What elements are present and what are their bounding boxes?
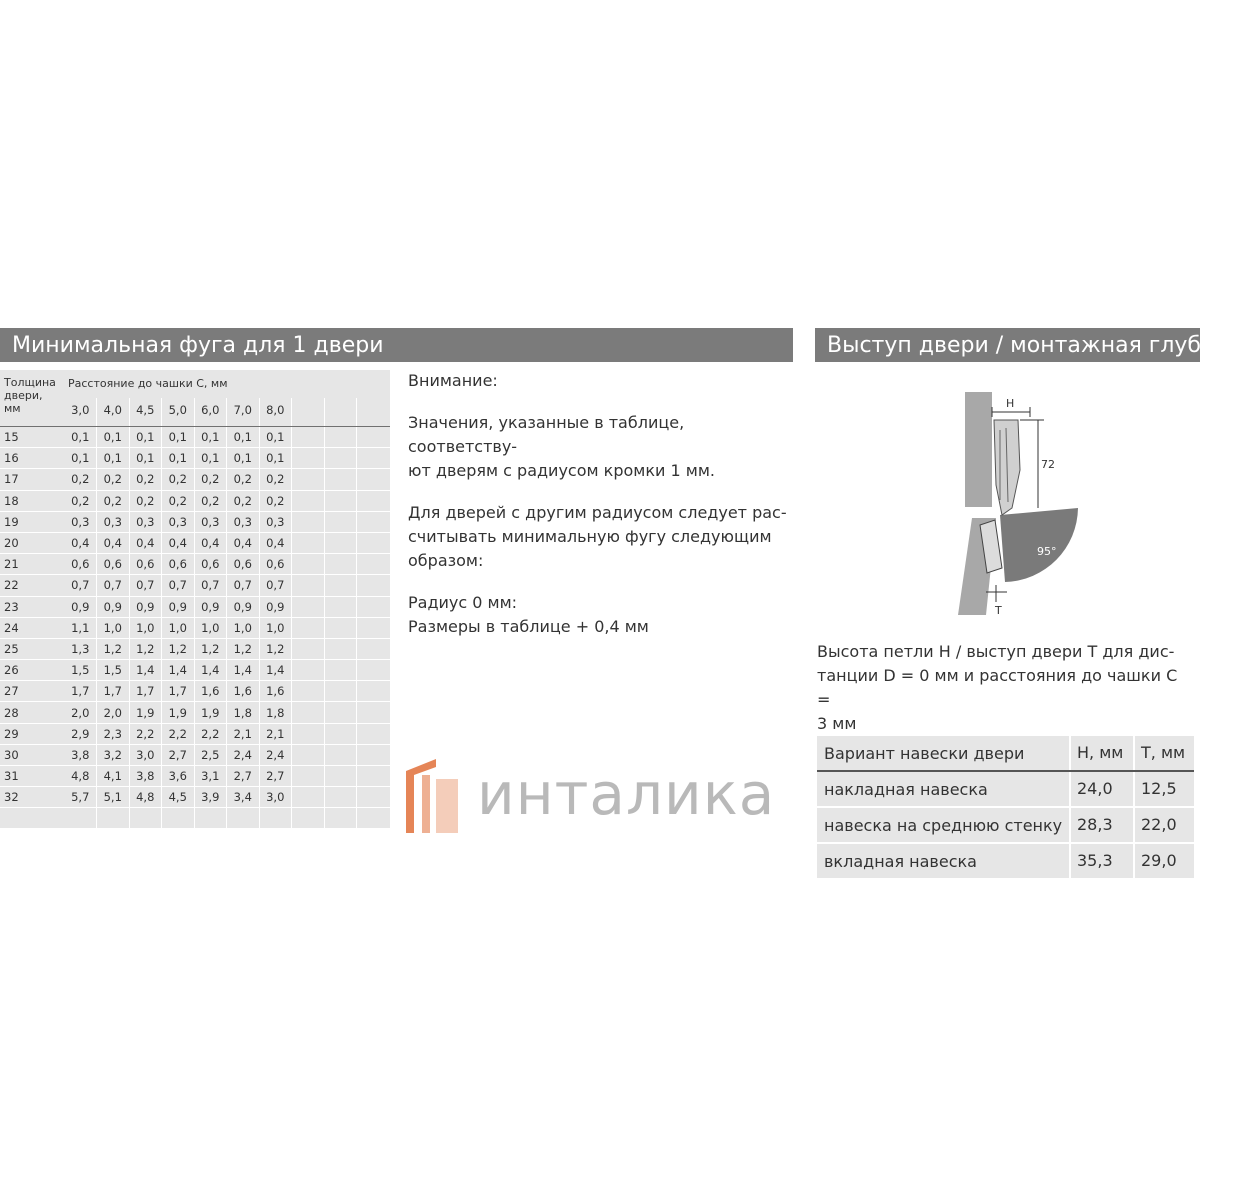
- table-row: вкладная навеска 35,3 29,0: [817, 844, 1194, 880]
- gap-value-cell: 1,8: [233, 705, 252, 720]
- gap-value-cell: 1,6: [266, 684, 285, 699]
- gap-value-cell: 1,7: [71, 684, 90, 699]
- table-row: [0, 448, 390, 469]
- gap-value-cell: 5,1: [103, 790, 122, 805]
- gap-value-cell: 1,2: [233, 641, 252, 656]
- table-row: [0, 427, 390, 448]
- door-thickness-cell: 26: [4, 663, 19, 678]
- gap-value-cell: 2,0: [103, 705, 122, 720]
- gap-value-cell: 0,1: [233, 451, 252, 466]
- thickness-header: Толщина двери, мм: [4, 376, 56, 415]
- gap-value-cell: 0,1: [136, 451, 155, 466]
- gap-value-cell: 0,3: [103, 514, 122, 529]
- gap-value-cell: 1,3: [71, 641, 90, 656]
- note-other-radius: Для дверей с другим радиусом следует рас- считывать минимальную фугу следующим образом:: [408, 503, 787, 570]
- table-row: [0, 787, 390, 808]
- gap-value-cell: 4,5: [168, 790, 187, 805]
- table-row: [0, 745, 390, 766]
- distance-column-header: 3,0: [71, 403, 90, 417]
- table-row: [0, 681, 390, 702]
- gap-value-cell: 0,2: [201, 472, 220, 487]
- gap-value-cell: 2,5: [201, 747, 220, 762]
- gap-value-cell: 1,4: [201, 663, 220, 678]
- gap-value-cell: 0,2: [103, 493, 122, 508]
- gap-value-cell: 2,2: [201, 726, 220, 741]
- intalika-logo: [402, 757, 812, 835]
- gap-value-cell: 0,3: [136, 514, 155, 529]
- gap-value-cell: 1,2: [266, 641, 285, 656]
- gap-value-cell: 3,0: [266, 790, 285, 805]
- gap-value-cell: 1,4: [168, 663, 187, 678]
- gap-value-cell: 0,4: [233, 536, 252, 551]
- gap-value-cell: 1,2: [103, 641, 122, 656]
- table-row: [0, 618, 390, 639]
- table-header: [0, 370, 390, 427]
- gap-value-cell: 3,9: [201, 790, 220, 805]
- gap-value-cell: 0,2: [168, 472, 187, 487]
- gap-value-cell: 0,9: [266, 599, 285, 614]
- hinge-diagram: [950, 390, 1100, 620]
- gap-value-cell: 2,1: [266, 726, 285, 741]
- gap-value-cell: 0,1: [266, 451, 285, 466]
- gap-value-cell: 0,7: [266, 578, 285, 593]
- door-thickness-cell: 27: [4, 684, 19, 699]
- door-thickness-cell: 18: [4, 493, 19, 508]
- gap-value-cell: 0,2: [71, 472, 90, 487]
- distance-column-header: 8,0: [266, 403, 285, 417]
- gap-value-cell: 1,0: [168, 620, 187, 635]
- door-thickness-cell: 32: [4, 790, 19, 805]
- gap-value-cell: 0,7: [168, 578, 187, 593]
- gap-value-cell: 1,5: [71, 663, 90, 678]
- gap-value-cell: 0,9: [233, 599, 252, 614]
- gap-value-cell: 0,9: [201, 599, 220, 614]
- gap-value-cell: 1,4: [266, 663, 285, 678]
- gap-value-cell: 1,8: [266, 705, 285, 720]
- gap-value-cell: 0,7: [201, 578, 220, 593]
- table-row: [0, 808, 390, 829]
- door-thickness-cell: 23: [4, 599, 19, 614]
- table-row: навеска на среднюю стенку 28,3 22,0: [817, 808, 1194, 844]
- logo-mark-icon: [402, 757, 464, 835]
- table-row: [0, 533, 390, 554]
- gap-value-cell: 0,1: [201, 430, 220, 445]
- gap-value-cell: 0,6: [103, 557, 122, 572]
- gap-value-cell: 1,7: [103, 684, 122, 699]
- gap-value-cell: 0,1: [266, 430, 285, 445]
- gap-value-cell: 0,2: [103, 472, 122, 487]
- gap-value-cell: 0,7: [103, 578, 122, 593]
- gap-value-cell: 0,1: [233, 430, 252, 445]
- gap-value-cell: 1,6: [201, 684, 220, 699]
- attention-label: Внимание:: [408, 371, 498, 390]
- distance-column-header: 4,0: [103, 403, 122, 417]
- gap-value-cell: 2,9: [71, 726, 90, 741]
- gap-value-cell: 0,1: [71, 430, 90, 445]
- table-row: [0, 575, 390, 596]
- mounting-variant-table: [817, 736, 1194, 880]
- gap-value-cell: 5,7: [71, 790, 90, 805]
- gap-value-cell: 1,1: [71, 620, 90, 635]
- door-thickness-cell: 19: [4, 514, 19, 529]
- table-row: накладная навеска 24,0 12,5: [817, 772, 1194, 808]
- logo-text: инталика: [477, 760, 776, 828]
- gap-value-cell: 1,9: [201, 705, 220, 720]
- door-thickness-cell: 28: [4, 705, 19, 720]
- gap-value-cell: 3,8: [71, 747, 90, 762]
- gap-value-cell: 0,6: [201, 557, 220, 572]
- notes-block: [408, 369, 793, 657]
- door-thickness-cell: 16: [4, 451, 19, 466]
- door-thickness-cell: 15: [4, 430, 19, 445]
- gap-value-cell: 0,2: [266, 472, 285, 487]
- gap-value-cell: 0,7: [233, 578, 252, 593]
- gap-value-cell: 1,2: [201, 641, 220, 656]
- gap-value-cell: 3,6: [168, 769, 187, 784]
- gap-value-cell: 3,0: [136, 747, 155, 762]
- h-label: H: [1006, 397, 1015, 410]
- gap-value-cell: 1,5: [103, 663, 122, 678]
- gap-value-cell: 0,3: [168, 514, 187, 529]
- angle-label: 95°: [1037, 545, 1057, 558]
- gap-value-cell: 2,4: [266, 747, 285, 762]
- gap-value-cell: 0,1: [168, 430, 187, 445]
- diagram-caption: Высота петли H / выступ двери T для дис- танции D = 0 мм и расстояния до чашки C = 3 мм: [817, 642, 1178, 733]
- gap-value-cell: 1,0: [136, 620, 155, 635]
- gap-value-cell: 0,9: [103, 599, 122, 614]
- gap-value-cell: 1,6: [233, 684, 252, 699]
- distance-column-header: 4,5: [136, 403, 155, 417]
- gap-value-cell: 0,4: [266, 536, 285, 551]
- table-row: [0, 491, 390, 512]
- gap-value-cell: 2,1: [233, 726, 252, 741]
- gap-value-cell: 0,3: [71, 514, 90, 529]
- gap-value-cell: 1,0: [201, 620, 220, 635]
- gap-value-cell: 0,3: [266, 514, 285, 529]
- note-radius-0: Радиус 0 мм: Размеры в таблице + 0,4 мм: [408, 593, 649, 636]
- min-gap-table: [0, 370, 390, 828]
- gap-value-cell: 2,7: [233, 769, 252, 784]
- gap-value-cell: 2,2: [168, 726, 187, 741]
- gap-value-cell: 0,1: [103, 451, 122, 466]
- table-row: [0, 512, 390, 533]
- table-header-row: Вариант навески двери H, мм T, мм: [817, 736, 1194, 772]
- door-thickness-cell: 29: [4, 726, 19, 741]
- table-row: [0, 702, 390, 723]
- gap-value-cell: 0,6: [266, 557, 285, 572]
- table-row: [0, 469, 390, 490]
- distance-columns: [64, 403, 292, 417]
- gap-value-cell: 2,4: [233, 747, 252, 762]
- gap-value-cell: 4,1: [103, 769, 122, 784]
- section-title-door-overlay: Выступ двери / монтажная глубина: [815, 328, 1200, 362]
- gap-value-cell: 2,2: [136, 726, 155, 741]
- gap-value-cell: 4,8: [71, 769, 90, 784]
- gap-value-cell: 1,9: [168, 705, 187, 720]
- table-row: [0, 554, 390, 575]
- gap-value-cell: 3,1: [201, 769, 220, 784]
- gap-value-cell: 1,4: [136, 663, 155, 678]
- table-row: [0, 597, 390, 618]
- gap-value-cell: 0,2: [136, 493, 155, 508]
- gap-value-cell: 0,4: [136, 536, 155, 551]
- door-thickness-cell: 22: [4, 578, 19, 593]
- gap-value-cell: 0,6: [233, 557, 252, 572]
- gap-value-cell: 0,2: [266, 493, 285, 508]
- gap-value-cell: 0,6: [71, 557, 90, 572]
- door-thickness-cell: 17: [4, 472, 19, 487]
- gap-value-cell: 0,6: [168, 557, 187, 572]
- gap-value-cell: 0,2: [233, 493, 252, 508]
- gap-value-cell: 0,7: [136, 578, 155, 593]
- gap-value-cell: 4,8: [136, 790, 155, 805]
- gap-value-cell: 0,2: [233, 472, 252, 487]
- gap-value-cell: 1,7: [168, 684, 187, 699]
- distance-column-header: 5,0: [168, 403, 187, 417]
- gap-value-cell: 1,4: [233, 663, 252, 678]
- gap-value-cell: 0,1: [168, 451, 187, 466]
- gap-value-cell: 0,2: [71, 493, 90, 508]
- note-radius-1mm: Значения, указанные в таблице, соответству- ют дверям с радиусом кромки 1 мм.: [408, 413, 715, 480]
- gap-value-cell: 2,7: [168, 747, 187, 762]
- gap-value-cell: 2,0: [71, 705, 90, 720]
- gap-value-cell: 1,0: [233, 620, 252, 635]
- gap-value-cell: 0,2: [201, 493, 220, 508]
- gap-value-cell: 0,7: [71, 578, 90, 593]
- gap-value-cell: 2,7: [266, 769, 285, 784]
- gap-value-cell: 0,2: [168, 493, 187, 508]
- gap-value-cell: 1,0: [103, 620, 122, 635]
- distance-column-header: 6,0: [201, 403, 220, 417]
- gap-value-cell: 0,3: [201, 514, 220, 529]
- gap-value-cell: 0,1: [71, 451, 90, 466]
- dim-72-label: 72: [1041, 458, 1055, 471]
- distance-column-header: 7,0: [233, 403, 252, 417]
- table-row: [0, 660, 390, 681]
- door-thickness-cell: 30: [4, 747, 19, 762]
- gap-value-cell: 3,8: [136, 769, 155, 784]
- gap-value-cell: 0,1: [103, 430, 122, 445]
- gap-value-cell: 0,3: [233, 514, 252, 529]
- gap-value-cell: 1,2: [168, 641, 187, 656]
- distance-header: Расстояние до чашки С, мм: [68, 377, 228, 390]
- door-thickness-cell: 21: [4, 557, 19, 572]
- gap-value-cell: 0,4: [201, 536, 220, 551]
- door-thickness-cell: 31: [4, 769, 19, 784]
- gap-value-cell: 0,4: [71, 536, 90, 551]
- table-row: [0, 639, 390, 660]
- table-row: [0, 724, 390, 745]
- gap-value-cell: 0,9: [136, 599, 155, 614]
- gap-value-cell: 0,2: [136, 472, 155, 487]
- table-body: [0, 427, 390, 830]
- gap-value-cell: 3,2: [103, 747, 122, 762]
- gap-value-cell: 0,1: [136, 430, 155, 445]
- gap-value-cell: 0,9: [71, 599, 90, 614]
- door-thickness-cell: 24: [4, 620, 19, 635]
- gap-value-cell: 2,3: [103, 726, 122, 741]
- gap-value-cell: 3,4: [233, 790, 252, 805]
- gap-value-cell: 0,4: [168, 536, 187, 551]
- gap-value-cell: 1,7: [136, 684, 155, 699]
- table-row: [0, 766, 390, 787]
- gap-value-cell: 1,2: [136, 641, 155, 656]
- gap-value-cell: 0,4: [103, 536, 122, 551]
- section-title-min-gap: Минимальная фуга для 1 двери: [0, 328, 793, 362]
- t-label: T: [995, 604, 1002, 617]
- gap-value-cell: 0,9: [168, 599, 187, 614]
- gap-value-cell: 0,6: [136, 557, 155, 572]
- door-thickness-cell: 20: [4, 536, 19, 551]
- gap-value-cell: 1,9: [136, 705, 155, 720]
- gap-value-cell: 1,0: [266, 620, 285, 635]
- gap-value-cell: 0,1: [201, 451, 220, 466]
- door-thickness-cell: 25: [4, 641, 19, 656]
